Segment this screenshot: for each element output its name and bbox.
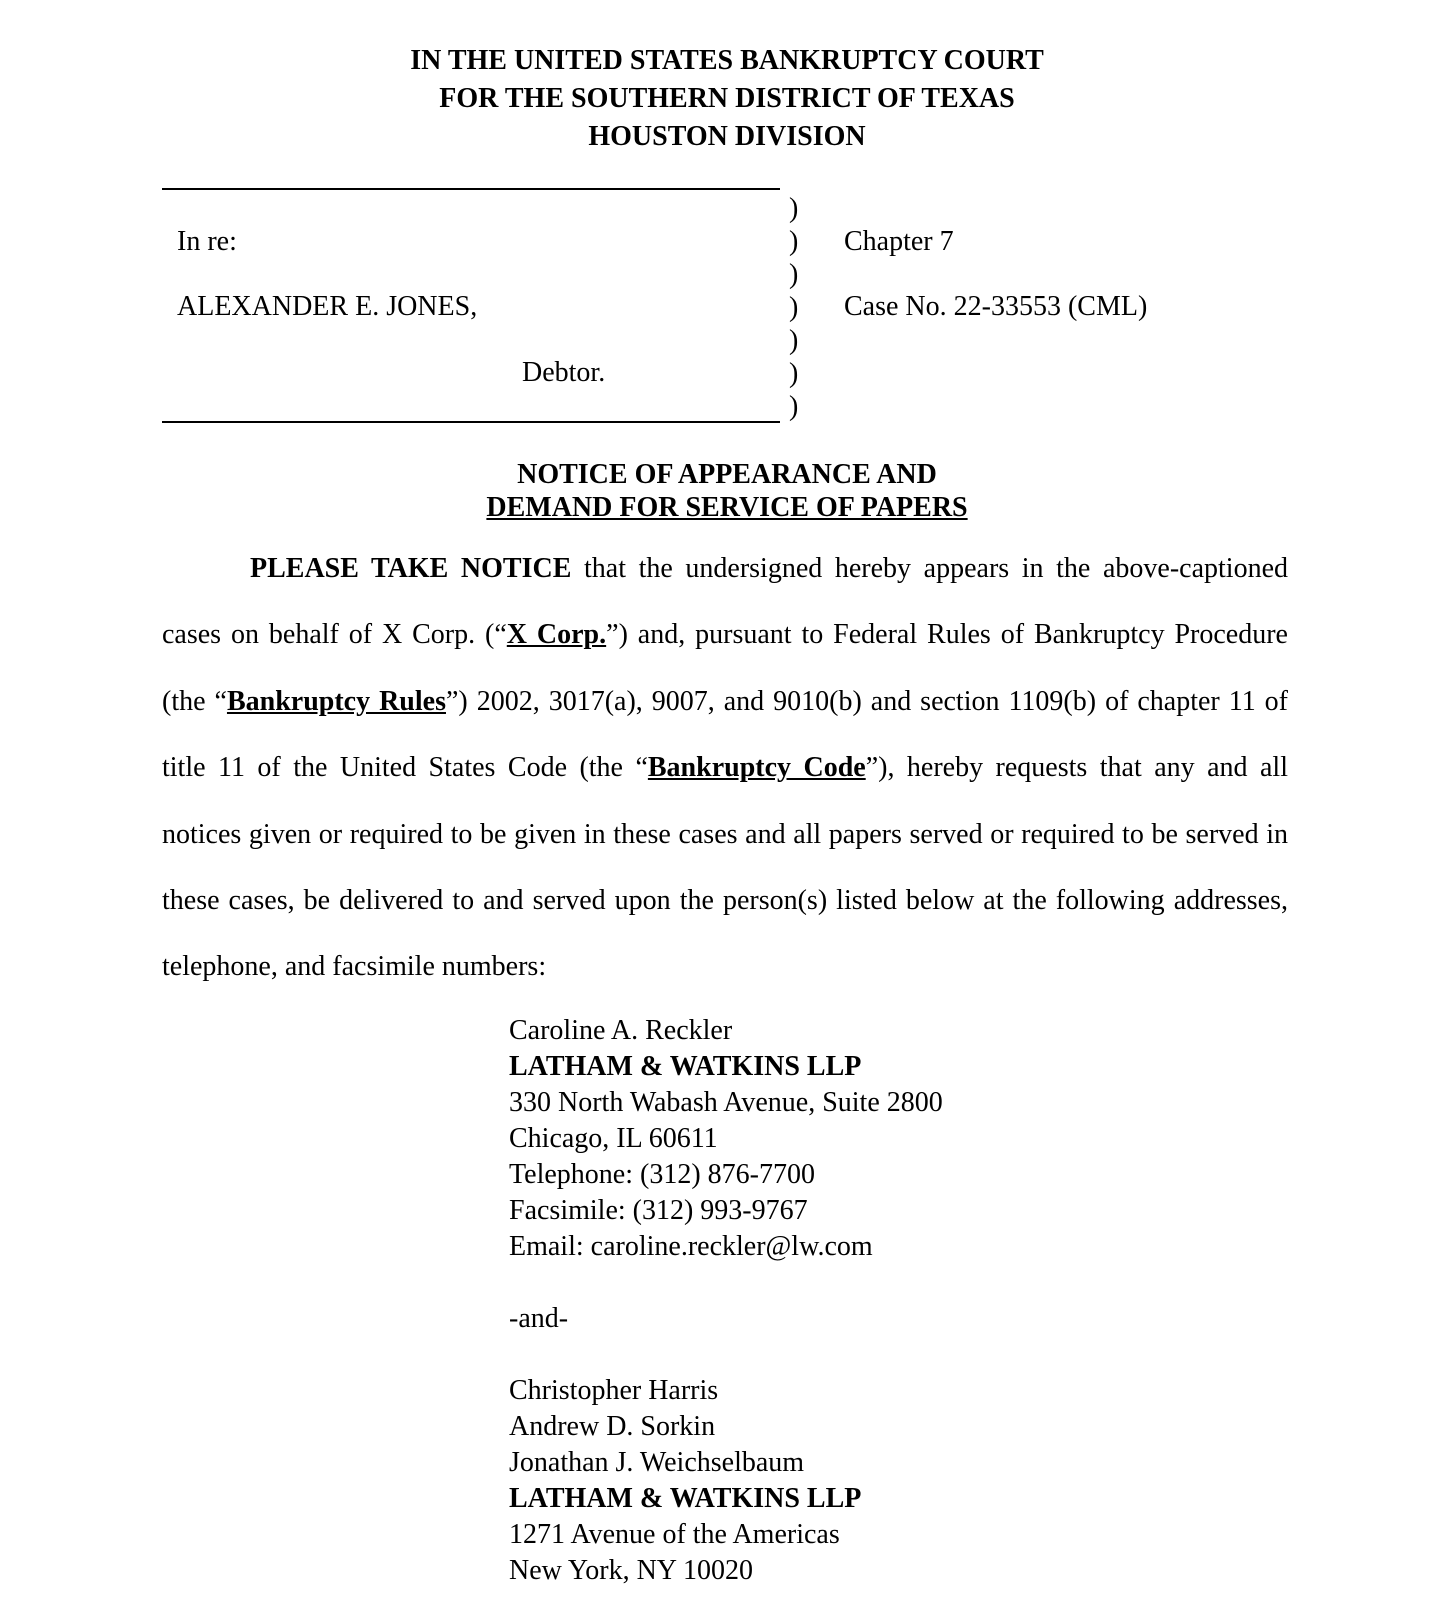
caption-paren: ) xyxy=(789,358,799,389)
court-division: HOUSTON DIVISION xyxy=(588,121,866,152)
caption-paren: ) xyxy=(789,391,799,422)
caption-paren: ) xyxy=(789,325,799,356)
court-district: FOR THE SOUTHERN DISTRICT OF TEXAS xyxy=(439,83,1015,114)
email: Email: caroline.reckler@lw.com xyxy=(509,1231,873,1262)
notice-text: that the undersigned hereby appears in the above-captioned cases on behalf of X Corp. (“ xyxy=(162,553,1288,651)
caption-paren: ) xyxy=(789,193,799,224)
defined-term-x-corp: X Corp. xyxy=(506,619,607,651)
title-line-2: DEMAND FOR SERVICE OF PAPERS xyxy=(486,492,968,523)
in-re-label: In re: xyxy=(177,226,237,257)
caption-bottom-rule xyxy=(162,421,780,423)
firm-name: LATHAM & WATKINS LLP xyxy=(509,1051,862,1082)
document-title xyxy=(0,458,1454,524)
defined-term-bankruptcy-rules: Bankruptcy Rules xyxy=(226,685,446,717)
court-name: IN THE UNITED STATES BANKRUPTCY COURT xyxy=(410,45,1044,76)
contact-name: Jonathan J. Weichselbaum xyxy=(509,1447,805,1478)
notice-text: ”) and, pursuant to Federal Rules of Bankruptcy Procedure (the “ xyxy=(162,619,1288,717)
notice-paragraph xyxy=(162,536,1288,1001)
case-number: Case No. 22-33553 (CML) xyxy=(844,291,1148,322)
contact-name: Caroline A. Reckler xyxy=(509,1015,733,1046)
contact-name: Andrew D. Sorkin xyxy=(509,1411,716,1442)
caption-paren: ) xyxy=(789,292,799,323)
and-separator: -and- xyxy=(509,1303,569,1334)
street-address: 330 North Wabash Avenue, Suite 2800 xyxy=(509,1087,943,1118)
debtor-name: ALEXANDER E. JONES, xyxy=(177,291,478,322)
notice-text: ”), hereby requests that any and all notices given or required to be given in these cases and all papers served or required to be served in these cases, be delivered to and served upon the person(s) listed below at the following addresses, telephone, and facsimile numbers: xyxy=(162,752,1288,983)
contact-name: Christopher Harris xyxy=(509,1375,719,1406)
firm-name: LATHAM & WATKINS LLP xyxy=(509,1483,862,1514)
title-line-1: NOTICE OF APPEARANCE AND xyxy=(517,459,937,490)
debtor-label: Debtor. xyxy=(522,357,606,388)
caption-paren: ) xyxy=(789,226,799,257)
caption-parentheses xyxy=(789,192,809,423)
facsimile: Facsimile: (312) 993-9767 xyxy=(509,1195,808,1226)
defined-term-bankruptcy-code: Bankruptcy Code xyxy=(647,752,866,784)
notice-text: ”) 2002, 3017(a), 9007, and 9010(b) and section 1109(b) of chapter 11 of title 11 of the United States Code (the “ xyxy=(162,685,1289,784)
city-state-zip: New York, NY 10020 xyxy=(509,1555,753,1586)
notice-lead: PLEASE TAKE NOTICE xyxy=(250,553,572,584)
service-address-block xyxy=(509,1013,943,1589)
telephone: Telephone: (312) 876-7700 xyxy=(509,1159,815,1190)
caption-top-rule xyxy=(162,188,780,190)
chapter-label: Chapter 7 xyxy=(844,226,954,257)
caption-paren: ) xyxy=(789,259,799,290)
court-header xyxy=(0,42,1454,156)
city-state-zip: Chicago, IL 60611 xyxy=(509,1123,718,1154)
street-address: 1271 Avenue of the Americas xyxy=(509,1519,840,1550)
